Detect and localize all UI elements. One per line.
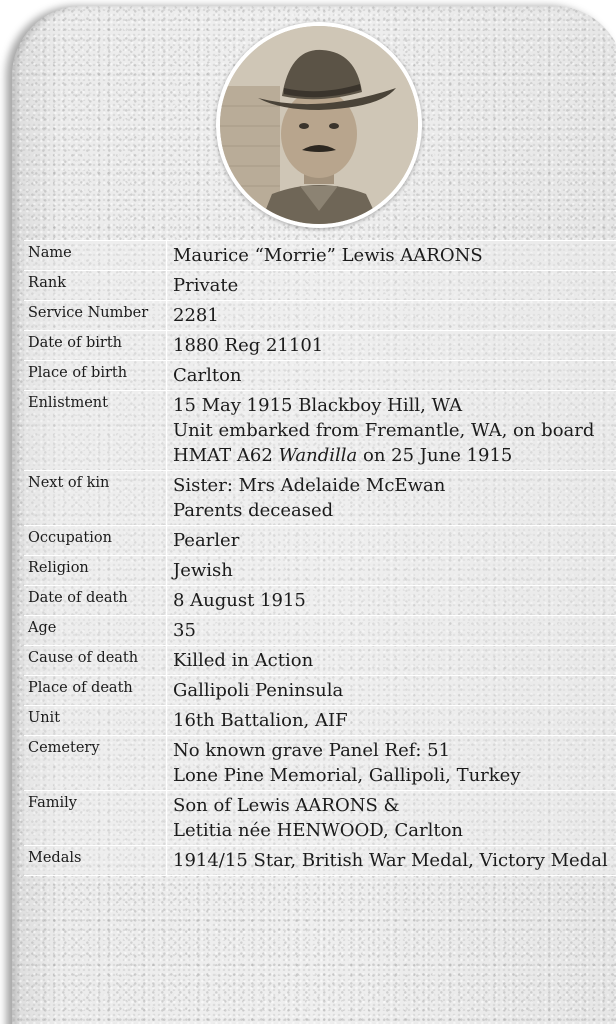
record-value-rank — [167, 271, 616, 301]
record-value-age — [167, 616, 616, 646]
record-value-line: No known grave Panel Ref: 51 — [173, 740, 451, 761]
record-value-place-of-death — [167, 676, 616, 706]
record-value-line: Carlton — [173, 365, 242, 386]
record-value-line: Son of Lewis AARONS & — [173, 795, 400, 816]
record-row-age — [24, 616, 616, 646]
record-row-date-of-birth — [24, 331, 616, 361]
record-value-line: Letitia née HENWOOD, Carlton — [173, 820, 464, 841]
record-value-line: 1880 Reg 21101 — [173, 335, 324, 356]
record-label-place-of-birth: Place of birth — [24, 361, 167, 391]
record-label-cemetery: Cemetery — [24, 736, 167, 791]
record-label-unit: Unit — [24, 706, 167, 736]
record-label-name: Name — [24, 241, 167, 271]
record-row-place-of-birth — [24, 361, 616, 391]
record-value-line: 15 May 1915 Blackboy Hill, WA — [173, 395, 463, 416]
ship-prefix: HMAT A62 — [173, 445, 279, 466]
portrait-image — [220, 26, 418, 224]
record-row-cause-of-death — [24, 646, 616, 676]
record-value-service-number — [167, 301, 616, 331]
record-value-occupation — [167, 526, 616, 556]
record-label-service-number: Service Number — [24, 301, 167, 331]
record-row-occupation — [24, 526, 616, 556]
record-value-next-of-kin — [167, 471, 616, 526]
record-value-enlistment — [167, 391, 616, 471]
record-value-line: Killed in Action — [173, 650, 314, 671]
record-row-medals — [24, 846, 616, 876]
ship-name: Wandilla — [278, 445, 358, 466]
portrait-frame — [216, 22, 422, 228]
record-value-medals — [167, 846, 616, 876]
record-label-date-of-birth: Date of birth — [24, 331, 167, 361]
record-value-line: Maurice “Morrie” Lewis AARONS — [173, 245, 483, 266]
record-value-line: 16th Battalion, AIF — [173, 710, 348, 731]
record-label-rank: Rank — [24, 271, 167, 301]
record-row-place-of-death — [24, 676, 616, 706]
record-row-enlistment — [24, 391, 616, 471]
record-row-cemetery — [24, 736, 616, 791]
record-value-unit — [167, 706, 616, 736]
record-value-line: Parents deceased — [173, 500, 334, 521]
record-value-line: 8 August 1915 — [173, 590, 306, 611]
record-value-family — [167, 791, 616, 846]
record-row-unit — [24, 706, 616, 736]
record-label-enlistment: Enlistment — [24, 391, 167, 471]
record-label-place-of-death: Place of death — [24, 676, 167, 706]
record-row-family — [24, 791, 616, 846]
record-value-line — [173, 443, 612, 468]
service-record-body — [24, 241, 616, 876]
record-label-date-of-death: Date of death — [24, 586, 167, 616]
record-row-date-of-death — [24, 586, 616, 616]
record-label-occupation: Occupation — [24, 526, 167, 556]
record-value-line: Pearler — [173, 530, 240, 551]
record-value-line: Lone Pine Memorial, Gallipoli, Turkey — [173, 765, 521, 786]
record-row-service-number — [24, 301, 616, 331]
record-value-date-of-death — [167, 586, 616, 616]
record-row-rank — [24, 271, 616, 301]
record-row-religion — [24, 556, 616, 586]
record-label-cause-of-death: Cause of death — [24, 646, 167, 676]
record-value-place-of-birth — [167, 361, 616, 391]
record-label-age: Age — [24, 616, 167, 646]
record-value-line: 1914/15 Star, British War Medal, Victory Medal — [173, 850, 608, 871]
soldier-portrait — [220, 26, 418, 224]
record-label-family: Family — [24, 791, 167, 846]
record-value-cause-of-death — [167, 646, 616, 676]
ship-suffix: on 25 June 1915 — [357, 445, 513, 466]
record-row-next-of-kin — [24, 471, 616, 526]
record-value-line: 35 — [173, 620, 196, 641]
record-value-line: Private — [173, 275, 239, 296]
record-value-religion — [167, 556, 616, 586]
record-label-next-of-kin: Next of kin — [24, 471, 167, 526]
service-record-table — [24, 240, 616, 876]
record-value-date-of-birth — [167, 331, 616, 361]
record-label-medals: Medals — [24, 846, 167, 876]
record-row-name — [24, 241, 616, 271]
record-value-line: Gallipoli Peninsula — [173, 680, 344, 701]
record-value-line: Jewish — [173, 560, 233, 581]
record-value-line: Sister: Mrs Adelaide McEwan — [173, 475, 446, 496]
record-value-cemetery — [167, 736, 616, 791]
record-value-line: 2281 — [173, 305, 219, 326]
record-value-name — [167, 241, 616, 271]
record-label-religion: Religion — [24, 556, 167, 586]
record-value-line: Unit embarked from Fremantle, WA, on board — [173, 420, 595, 441]
